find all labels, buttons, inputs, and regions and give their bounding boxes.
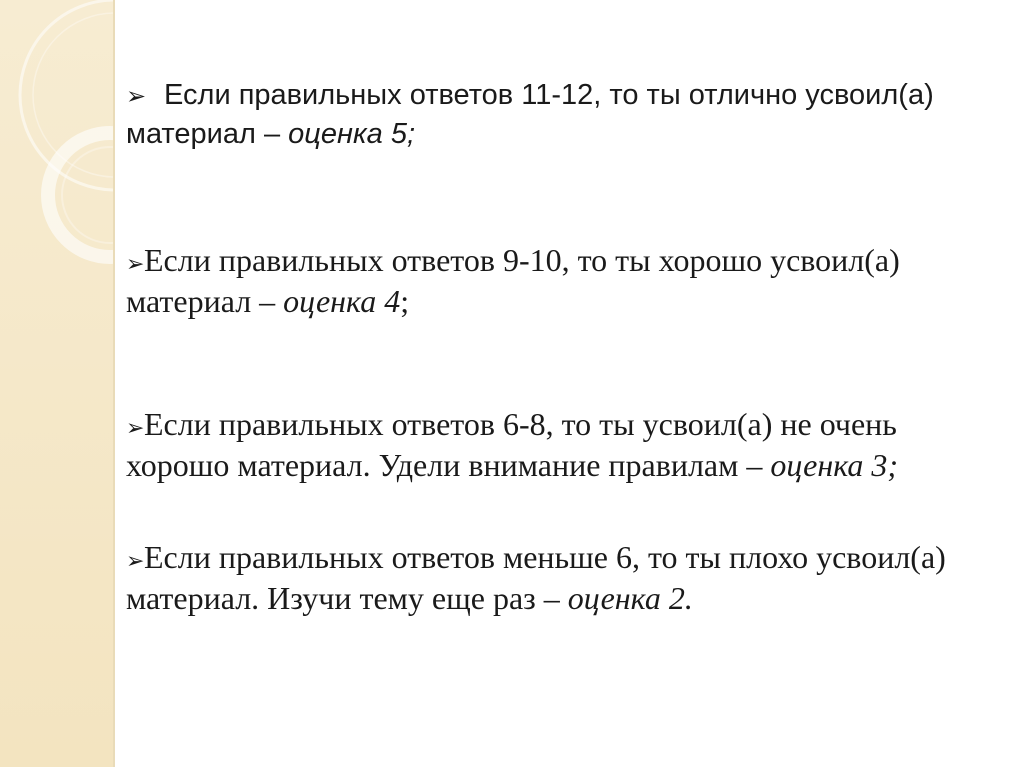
grading-item-text: Если правильных ответов 11-12, то ты отлично усвоил(а) материал –: [126, 79, 934, 151]
decorative-rings-graphic: [0, 0, 113, 767]
grading-item-text: Если правильных ответов 9-10, то ты хорошо усвоил(а) материал –: [126, 242, 900, 319]
grading-item-grade: оценка 5;: [288, 118, 416, 151]
grading-item-tail: ;: [400, 282, 410, 319]
grading-item-text: Если правильных ответов 6-8, то ты усвоил(а) не очень хорошо материал. Удели внимание правилам –: [126, 406, 897, 483]
arrow-bullet-icon: ➢: [126, 83, 147, 110]
grading-item-grade: оценка 4: [283, 282, 401, 319]
grading-item-grade-5: [126, 76, 1006, 155]
arrow-bullet-icon: ➢: [126, 548, 145, 573]
grading-item-grade: оценка 3;: [770, 446, 899, 483]
grading-item-grade: оценка 2.: [567, 579, 693, 616]
arrow-bullet-icon: ➢: [126, 251, 145, 276]
grading-item-text: Если правильных ответов меньше 6, то ты плохо усвоил(а) материал. Изучи тему еще раз –: [126, 539, 946, 616]
grading-item-grade-4: [126, 240, 1006, 322]
grading-item-grade-3: [126, 404, 1006, 486]
arrow-bullet-icon: ➢: [126, 415, 145, 440]
decorative-side-strip: [0, 0, 113, 767]
side-divider: [113, 0, 115, 767]
grading-item-grade-2: [126, 537, 1006, 619]
